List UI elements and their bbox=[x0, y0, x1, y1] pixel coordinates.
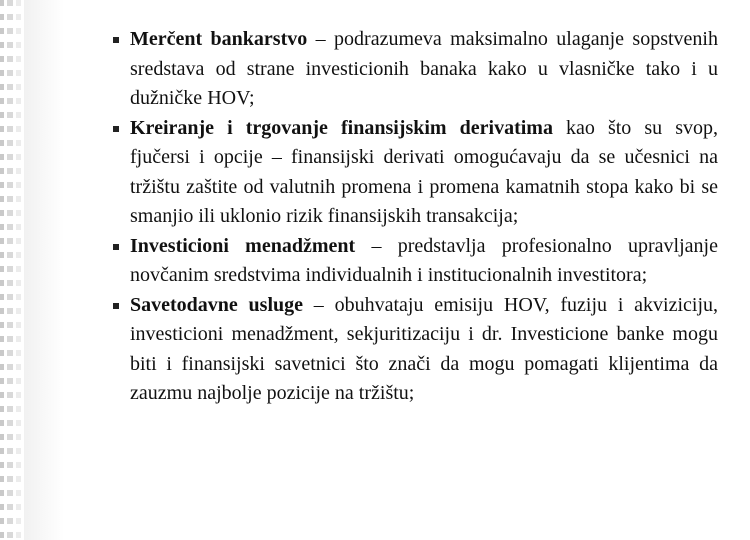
bullet-paragraph bbox=[130, 25, 718, 114]
bullet-description: – obuhvataju emisiju HOV, fuziju i akviziciju, investicioni menadžment, sekjuritizaciju i dr. Investicione banke mogu biti i finansijski savetnici što znači da mogu pomagati klijentima da zauzmu najbolje pozicije na tržištu; bbox=[130, 293, 719, 404]
bullet-paragraph bbox=[130, 114, 718, 232]
square-bullet-icon bbox=[113, 303, 119, 309]
square-bullet-icon bbox=[113, 126, 119, 132]
bullet-list bbox=[0, 25, 750, 409]
bullet-paragraph bbox=[130, 291, 718, 409]
bullet-description: – podrazumeva maksimalno ulaganje sopstvenih sredstava od strane investicionih banaka kako u vlasničke tako i u dužničke HOV; bbox=[130, 28, 718, 109]
bullet-paragraph bbox=[130, 232, 718, 291]
bullet-description: kao što su svop, fjučersi i opcije – finansijski derivati omogućavaju da se učesnici na tržištu zaštite od valutnih promena i promena kamatnih stopa kako bi se smanjio ili uklonio rizik finansijskih transakcija; bbox=[130, 116, 718, 227]
bullet-term: Kreiranje i trgovanje finansijskim derivatima bbox=[130, 116, 553, 139]
list-item bbox=[0, 114, 750, 232]
square-bullet-icon bbox=[113, 244, 119, 250]
bullet-term: Investicioni menadžment bbox=[130, 234, 356, 257]
list-item bbox=[0, 291, 750, 409]
bullet-description: – predstavlja profesionalno upravljanje novčanim sredstvima individualnih i institucionalnih investitora; bbox=[130, 234, 718, 286]
list-item bbox=[0, 25, 750, 114]
list-item bbox=[0, 232, 750, 291]
bullet-term: Savetodavne usluge bbox=[130, 293, 304, 316]
square-bullet-icon bbox=[113, 37, 119, 43]
bullet-term: Merčent bankarstvo bbox=[130, 28, 308, 50]
